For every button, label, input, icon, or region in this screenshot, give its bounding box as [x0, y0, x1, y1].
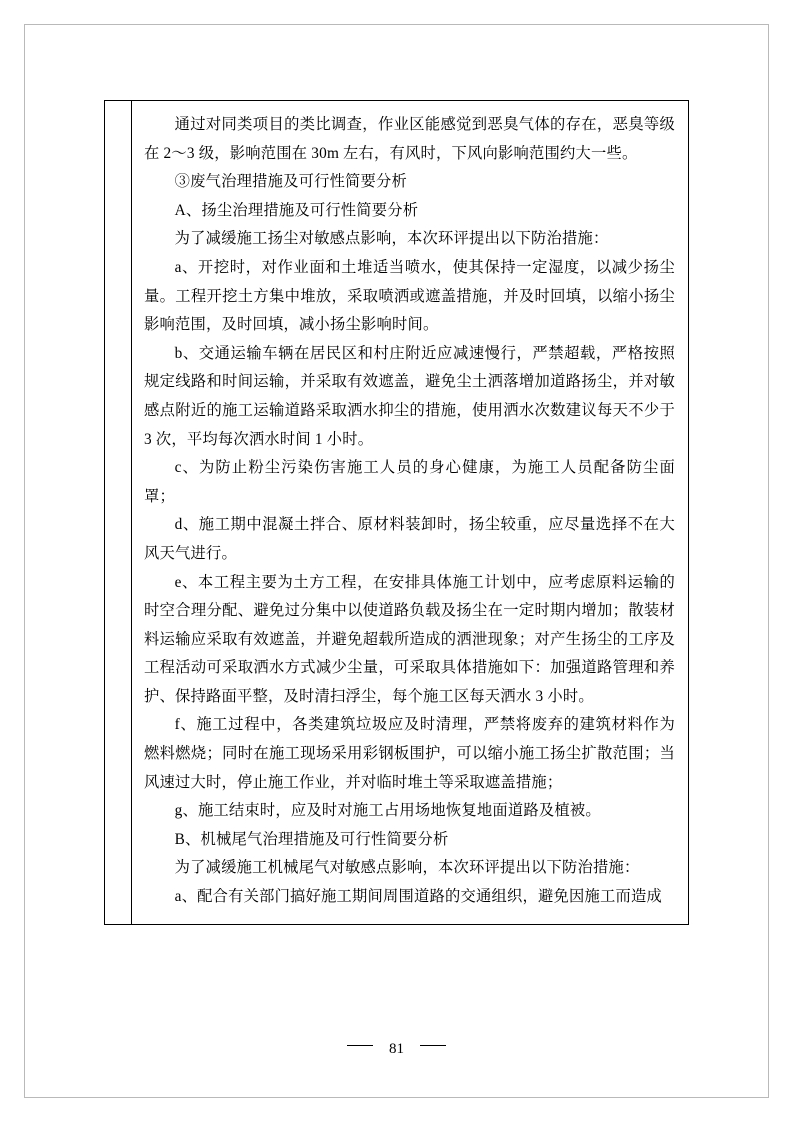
paragraph: f、施工过程中，各类建筑垃圾应及时清理，严禁将废弃的建筑材料作为燃料燃烧；同时在施工现场采用彩钢板围护，可以缩小施工扬尘扩散范围；当风速过大时，停止施工作业，并对临时堆土等采取遮盖措施； [144, 716, 675, 791]
table-cell-left-label [105, 101, 132, 925]
paragraph: c、为防止粉尘污染伤害施工人员的身心健康，为施工人员配备防尘面罩； [144, 459, 675, 505]
paragraph: ③废气治理措施及可行性简要分析 [174, 173, 408, 191]
paragraph: a、配合有关部门搞好施工期间周围道路的交通组织，避免因施工而造成 [174, 888, 662, 906]
paragraph: b、交通运输车辆在居民区和村庄附近应减速慢行，严禁超载，严格按照规定线路和时间运输，并采取有效遮盖，避免尘土洒落增加道路扬尘，并对敏感点附近的施工运输道路采取洒水抑尘的措施，使用洒水次数建议每天不少于 3 次，平均每次洒水时间 1 小时。 [144, 344, 675, 448]
paragraph: 通过对同类项目的类比调查，作业区能感觉到恶臭气体的存在，恶臭等级在 2～3 级，影响范围在 30m 左右，有风时，下风向影响范围约大一些。 [144, 116, 675, 162]
body-text-block [132, 101, 688, 924]
paragraph: e、本工程主要为土方工程，在安排具体施工计划中，应考虑原料运输的时空合理分配、避免过分集中以使道路负载及扬尘在一定时期内增加；散装材料运输应采取有效遮盖，并避免超载所造成的洒泄现象；对产生扬尘的工序及工程活动可采取洒水方式减少尘量，可采取具体措施如下：加强道路管理和养护、保持路面平整，及时清扫浮尘，每个施工区每天洒水 3 小时。 [144, 573, 675, 705]
footer-rule-right [420, 1045, 446, 1046]
content-table-wrapper [104, 100, 689, 925]
paragraph: a、开挖时，对作业面和土堆适当喷水，使其保持一定湿度，以减少扬尘量。工程开挖土方集中堆放，采取喷洒或遮盖措施，并及时回填，以缩小扬尘影响范围，及时回填，减小扬尘影响时间。 [144, 258, 675, 334]
table-cell-body [132, 101, 689, 925]
page-number: 81 [389, 1040, 404, 1057]
paragraph: d、施工期中混凝土拌合、原材料装卸时，扬尘较重，应尽量选择不在大风天气进行。 [144, 516, 675, 562]
paragraph: B、机械尾气治理措施及可行性简要分析 [174, 830, 449, 848]
paragraph: 为了减缓施工扬尘对敏感点影响，本次环评提出以下防治措施： [174, 230, 609, 248]
table-row [105, 101, 689, 925]
paragraph: 为了减缓施工机械尾气对敏感点影响，本次环评提出以下防治措施： [174, 859, 640, 877]
footer-rule-left [347, 1045, 373, 1046]
content-table [104, 100, 689, 925]
paragraph: g、施工结束时，应及时对施工占用场地恢复地面道路及植被。 [174, 802, 601, 820]
page-footer [0, 1040, 793, 1058]
paragraph: A、扬尘治理措施及可行性简要分析 [174, 201, 419, 219]
